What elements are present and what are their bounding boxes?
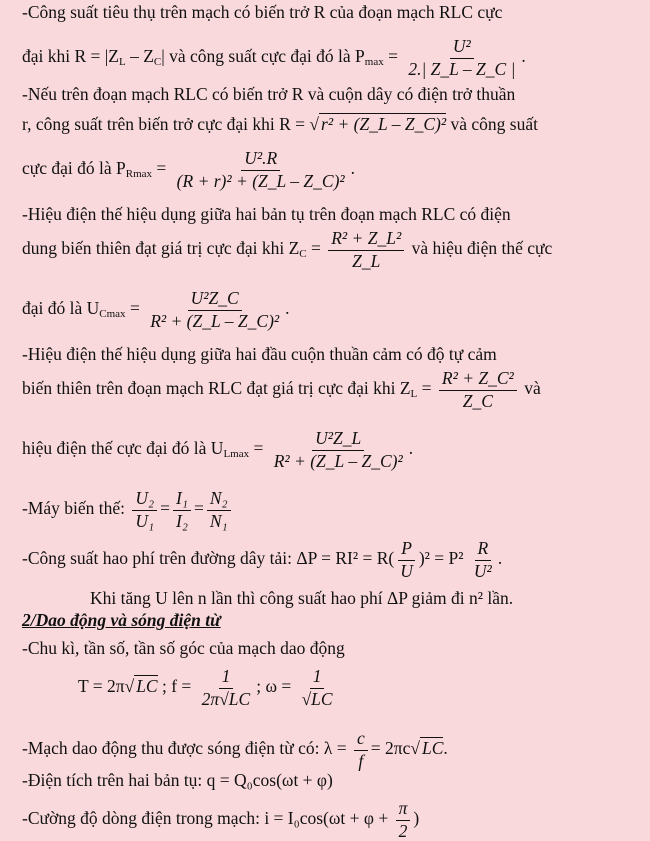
- formula-ulmax: $\frac{\text{U²Z\_L}}{\text{R² + (Z\_L – Z\_C)²}}$: [273, 428, 403, 471]
- text-line: -Nếu trên đoạn mạch RLC có biến trở R và cuộn dây có điện trở thuần: [22, 84, 516, 104]
- text-line: -Máy biến thế: $\frac{\text{U₂}}{\text{U₁}}$ = $\frac{\text{I₁}}{\text{I₂}}$ = $\frac{\text{N₂}}{\text{N₁}}$: [22, 490, 628, 530]
- text-line: -Hiệu điện thế hiệu dụng giữa hai bản tụ trên đoạn mạch RLC có điện: [22, 204, 511, 224]
- formula-zc: $\frac{\text{R² + Z\_L²}}{Z\_L}$: [328, 230, 404, 270]
- sqrt-expression: r² + (Z_L – Z_C)²: [321, 114, 447, 134]
- section-heading: 2/Dao động và sóng điện từ: [22, 610, 221, 630]
- formula-n-ratio: $\frac{\text{N₂}}{\text{N₁}}$: [207, 490, 231, 530]
- text-line: r, công suất trên biến trở cực đại khi R = √ r² + (Z_L – Z_C)² và công suất: [22, 114, 538, 134]
- text-line: đại đó là $U_{Cmax}$ = $\frac{\text{U²Z\_C}}{\text{R² + (Z\_L – Z\_C)²}}$ .: [22, 288, 290, 331]
- text-line: Khi tăng U lên n lần thì công suất hao phí ΔP giảm đi n² lần.: [90, 588, 514, 608]
- text-line: cực đại đó là $P_{Rmax}$ = $\frac{\text{U².R}}{\text{(R + r)² + (Z\_L – Z\_C)²}}$ .: [22, 148, 356, 191]
- text-line: hiệu điện thế cực đại đó là $U_{Lmax}$ = $\frac{\text{U²Z\_L}}{\text{R² + (Z\_L – Z\_C)²}}$ .: [22, 428, 414, 471]
- formula-ucmax: $\frac{\text{U²Z\_C}}{\text{R² + (Z\_L – Z\_C)²}}$: [150, 288, 280, 331]
- text-line: -Công suất hao phí trên đường dây tải: ΔP = RI² = R( $\frac{P}{U}$ )² = P² $\frac{R}{\text{U²}}$ .: [22, 538, 503, 581]
- formula-frequency: $\frac{1}{2\pi√LC}$: [201, 666, 251, 709]
- text-line: -Mạch dao động thu được sóng điện từ có: λ = $\frac{c}{f}$ = 2πc√ LC.: [22, 728, 448, 771]
- formula-prmax: $\frac{\text{U².R}}{\text{(R + r)² + (Z\_L – Z\_C)²}}$: [176, 148, 345, 191]
- formula-r-over-u2: $\frac{R}{\text{U²}}$: [473, 538, 492, 581]
- text-line: -Điện tích trên hai bản tụ: q = Q₀cos(ωt + φ): [22, 770, 333, 790]
- text-line: đại khi $R = |Z_L - Z_C|$ và công suất cực đại đó là $P_{max}$ = $\frac{\text{U²}}{2.| Z\_L - Z\_C |}$ .: [22, 36, 526, 79]
- formula-zl: $\frac{\text{R² + Z\_C²}}{Z\_C}$: [439, 370, 517, 410]
- text-line: biến thiên trên đoạn mạch RLC đạt giá trị cực đại khi $Z_L$ = $\frac{\text{R² + Z\_C²}}{Z\_C}$ và: [22, 368, 541, 411]
- text-line: dung biến thiên đạt giá trị cực đại khi $Z_C$ = $\frac{\text{R² + Z\_L²}}{Z\_L}$ và hiệu điện thế cực: [22, 228, 553, 271]
- formula-u-ratio: $\frac{\text{U₂}}{\text{U₁}}$: [132, 490, 157, 530]
- formula-c-over-f: $\frac{c}{f}$: [354, 730, 368, 770]
- text-line: -Hiệu điện thế hiệu dụng giữa hai đầu cuộn thuần cảm có độ tự cảm: [22, 344, 497, 364]
- formula-pmax: $\frac{\text{U²}}{2.| Z\_L - Z\_C |}$: [408, 36, 516, 79]
- text-line: -Công suất tiêu thụ trên mạch có biến trở R của đoạn mạch RLC cực: [22, 2, 503, 22]
- formula-pi-over-2: $\frac{\pi}{2}$: [396, 800, 411, 840]
- formula-p-over-u: $\frac{P}{U}$: [397, 540, 416, 580]
- text-line: -Chu kì, tần số, tần số góc của mạch dao động: [22, 638, 345, 658]
- text-line: T = 2π√ LC ; f = $\frac{1}{2\pi√LC}$ ; ω = $\frac{1}{√LC}$: [78, 668, 650, 708]
- formula-i-ratio: $\frac{\text{I₁}}{\text{I₂}}$: [173, 490, 191, 530]
- text-line: -Cường độ dòng điện trong mạch: i = I₀cos(ωt + φ + $\frac{\pi}{2}$ ): [22, 798, 420, 841]
- formula-omega: $\frac{1}{√LC}$: [301, 666, 333, 709]
